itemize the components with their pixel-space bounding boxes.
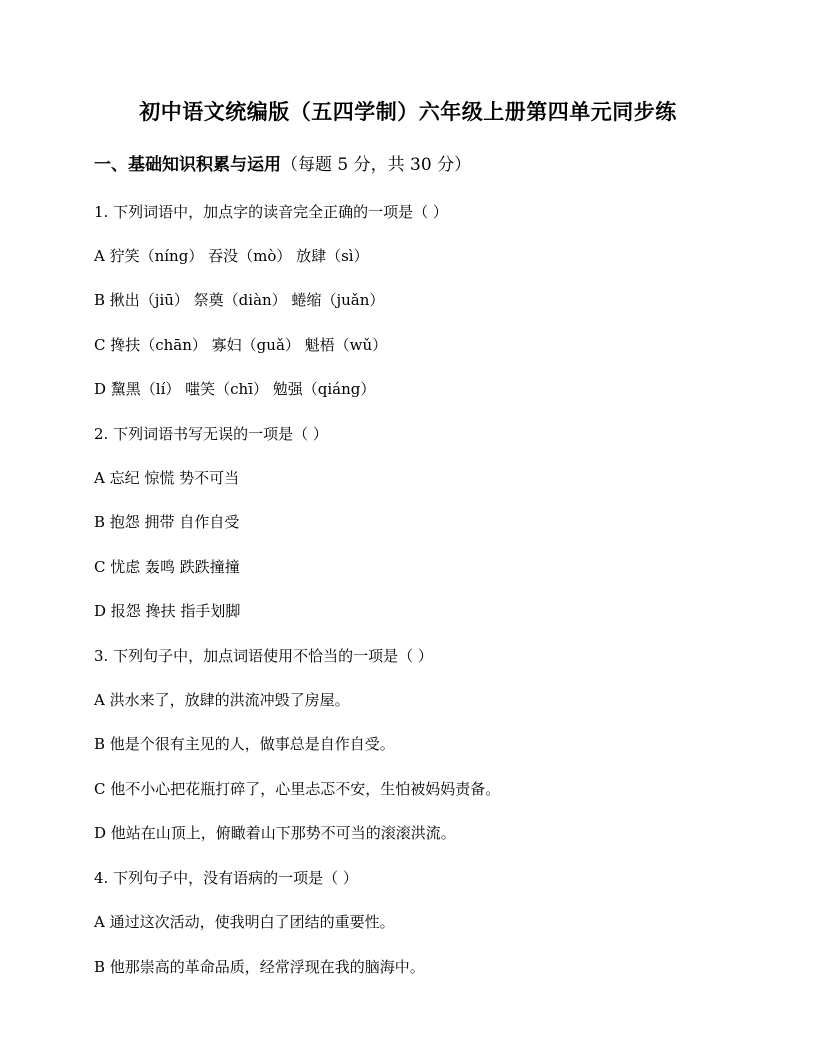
question-1-option-b: B 揪出（jiū） 祭奠（diàn） 蜷缩（juǎn） [94,291,385,309]
question-4-option-b: B 他那崇高的革命品质，经常浮现在我的脑海中。 [94,958,425,976]
question-4: 4. 下列句子中，没有语病的一项是（ ） [94,869,358,887]
question-3-option-b: B 他是个很有主见的人，做事总是自作自受。 [94,735,395,753]
question-1: 1. 下列词语中，加点字的读音完全正确的一项是（ ） [94,203,448,221]
question-2-option-b: B 抱怨 拥带 自作自受 [94,513,240,531]
question-2-option-d: D 报怨 搀扶 指手划脚 [94,602,241,620]
question-3-option-d: D 他站在山顶上，俯瞰着山下那势不可当的滚滚洪流。 [94,824,456,842]
section-heading [94,150,471,175]
question-4-option-a: A 通过这次活动，使我明白了团结的重要性。 [94,913,395,931]
question-3-option-c: C 他不小心把花瓶打碎了，心里忐忑不安，生怕被妈妈责备。 [94,780,501,798]
section-heading-note: （每题 5 分，共 30 分） [281,155,472,175]
question-3-option-a: A 洪水来了，放肆的洪流冲毁了房屋。 [94,691,350,709]
question-1-option-a: A 狞笑（níng） 吞没（mò） 放肆（sì） [94,247,369,265]
section-heading-title: 一、基础知识积累与运用 [94,155,281,175]
question-2: 2. 下列词语书写无误的一项是（ ） [94,425,328,443]
question-2-option-c: C 忧虑 轰鸣 跌跌撞撞 [94,558,240,576]
question-3: 3. 下列句子中，加点词语使用不恰当的一项是（ ） [94,647,433,665]
question-1-option-d: D 黧黑（lí） 嗤笑（chī） 勉强（qiáng） [94,380,376,398]
document-title: 初中语文统编版（五四学制）六年级上册第四单元同步练 [139,99,677,124]
question-2-option-a: A 忘纪 惊慌 势不可当 [94,469,240,487]
question-1-option-c: C 搀扶（chān） 寡妇（guǎ） 魁梧（wǔ） [94,336,388,354]
